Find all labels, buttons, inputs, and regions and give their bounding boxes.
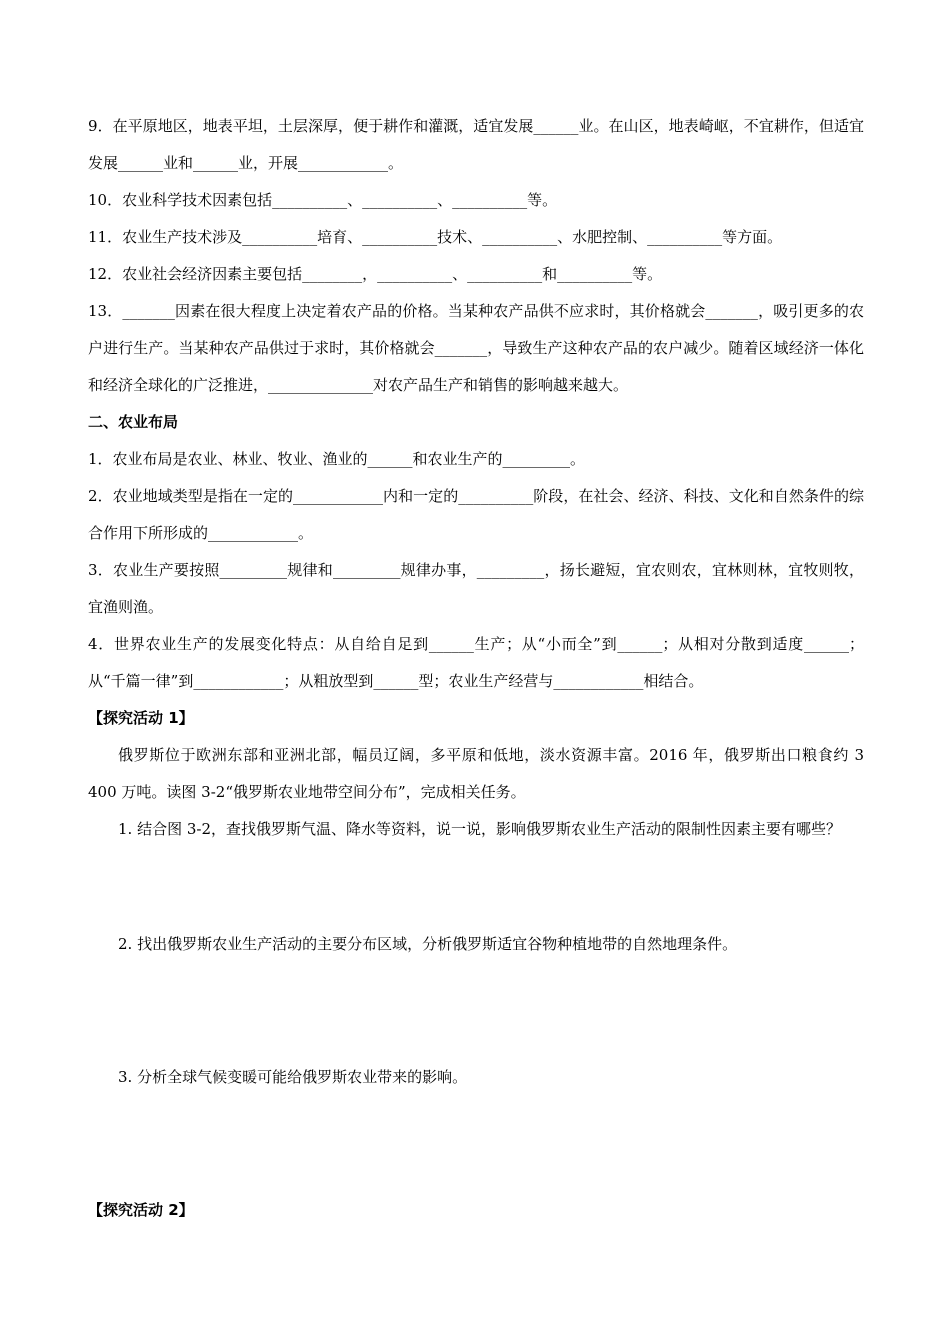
question-12: 12．农业社会经济因素主要包括________，__________、__________和__________等。 — [88, 265, 663, 283]
question-11: 11．农业生产技术涉及__________培育、__________技术、__________、水肥控制、__________等方面。 — [88, 228, 783, 246]
worksheet-page — [88, 108, 864, 1229]
layout-question-3: 3．农业生产要按照_________规律和_________规律办事，_________，扬长避短，宜农则农，宜林则林，宜牧则牧，宜渔则渔。 — [88, 561, 864, 616]
question-10: 10．农业科学技术因素包括__________、__________、__________等。 — [88, 191, 558, 209]
layout-question-4: 4．世界农业生产的发展变化特点：从自给自足到______生产；从“小而全”到______；从相对分散到适度______；从“千篇一律”到____________；从粗放型到______型；农业生产经营与____________相结合。 — [88, 635, 864, 690]
activity-1-task-1: 1. 结合图 3-2，查找俄罗斯气温、降水等资料，说一说，影响俄罗斯农业生产活动的限制性因素主要有哪些？ — [118, 820, 842, 838]
activity-1-task-3: 3. 分析全球气候变暖可能给俄罗斯农业带来的影响。 — [118, 1068, 468, 1086]
answer-space-1 — [88, 848, 864, 926]
answer-space-3 — [88, 1096, 864, 1192]
answer-space-2 — [88, 963, 864, 1059]
activity-2-heading: 【探究活动 2】 — [88, 1201, 194, 1219]
activity-1-task-2: 2. 找出俄罗斯农业生产活动的主要分布区域，分析俄罗斯适宜谷物种植地带的自然地理条件。 — [118, 935, 738, 953]
layout-question-2: 2．农业地域类型是指在一定的____________内和一定的__________阶段，在社会、经济、科技、文化和自然条件的综合作用下所形成的____________。 — [88, 487, 864, 542]
activity-1-intro: 俄罗斯位于欧洲东部和亚洲北部，幅员辽阔，多平原和低地，淡水资源丰富。2016 年，俄罗斯出口粮食约 3 400 万吨。读图 3-2“俄罗斯农业地带空间分布”，完成相关任务。 — [88, 746, 864, 801]
section-heading-agricultural-layout: 二、农业布局 — [88, 413, 179, 431]
question-9: 9．在平原地区，地表平坦，土层深厚，便于耕作和灌溉，适宜发展______业。在山区，地表崎岖，不宜耕作，但适宜发展______业和______业，开展____________。 — [88, 117, 864, 172]
question-13: 13．_______因素在很大程度上决定着农产品的价格。当某种农产品供不应求时，其价格就会_______，吸引更多的农户进行生产。当某种农产品供过于求时，其价格就会_______，导致生产这种农产品的农户减少。随着区域经济一体化和经济全球化的广泛推进，______________对农产品生产和销售的影响越来越大。 — [88, 302, 864, 394]
activity-1-heading: 【探究活动 1】 — [88, 709, 194, 727]
layout-question-1: 1．农业布局是农业、林业、牧业、渔业的______和农业生产的_________。 — [88, 450, 586, 468]
